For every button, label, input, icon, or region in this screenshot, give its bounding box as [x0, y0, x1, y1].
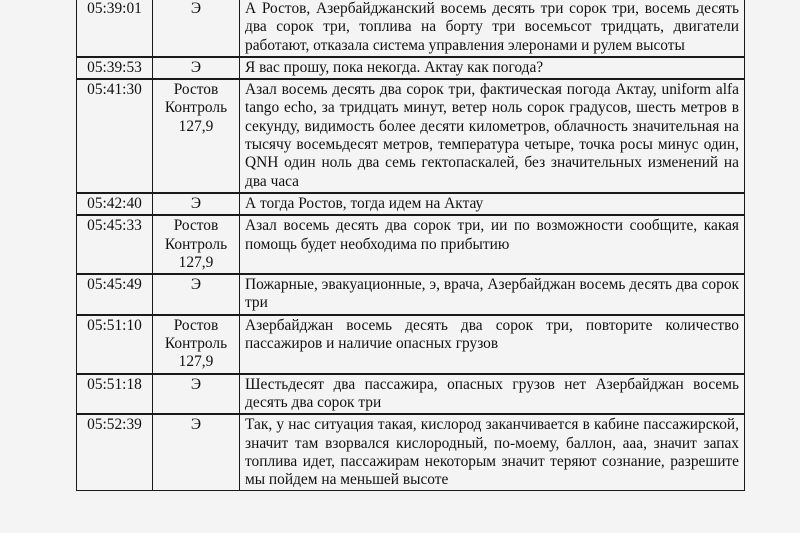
time-cell: 05:42:40 [77, 193, 153, 215]
message-cell: Пожарные, эвакуационные, э, врача, Азербайджан восемь десять два сорок три [240, 274, 745, 315]
speaker-frequency: 127,9 [178, 353, 214, 371]
message-cell: Азал восемь десять два сорок три, ии по возможности сообщите, какая помощь будет необходима по прибытию [240, 215, 745, 274]
speaker-cell [153, 215, 240, 274]
speaker-cell [153, 274, 240, 315]
message-cell: Так, у нас ситуация такая, кислород заканчивается в кабине пассажирской, значит там взорвался кислородный, по-моему, баллон, ааа, значит запах топлива идет, пассажирам некоторым значит теряют сознание, разрешите мы пойдем на меньшей высоте [240, 414, 745, 491]
table-row [77, 315, 745, 374]
table-row [77, 215, 745, 274]
time-cell: 05:52:39 [77, 414, 153, 491]
time-cell: 05:41:30 [77, 79, 153, 193]
table-row [77, 0, 745, 57]
transcript-table [76, 0, 745, 491]
speaker-cell [153, 0, 240, 57]
speaker-label: Контроль [164, 99, 228, 117]
speaker-label: Э [190, 375, 202, 393]
speaker-frequency: 127,9 [178, 117, 214, 135]
speaker-label: Контроль [164, 235, 228, 253]
speaker-label: Э [190, 58, 202, 76]
table-row [77, 274, 745, 315]
speaker-label: Контроль [164, 335, 228, 353]
speaker-cell [153, 315, 240, 374]
speaker-frequency: 127,9 [178, 253, 214, 271]
message-cell: Шестьдесят два пассажира, опасных грузов нет Азербайджан восемь десять два сорок три [240, 374, 745, 415]
table-row [77, 57, 745, 79]
speaker-cell [153, 79, 240, 193]
message-cell: А тогда Ростов, тогда идем на Актау [240, 193, 745, 215]
time-cell: 05:51:18 [77, 374, 153, 415]
time-cell: 05:45:33 [77, 215, 153, 274]
table-row [77, 374, 745, 415]
table-row [77, 79, 745, 193]
speaker-label: Ростов [173, 217, 219, 235]
speaker-cell [153, 374, 240, 415]
speaker-label: Ростов [173, 81, 219, 99]
message-cell: А Ростов, Азербайджанский восемь десять три сорок три, восемь десять два сорок три, топлива на борту три восемьсот тридцать, двигатели работают, отказала система управления элеронами и рулем высоты [240, 0, 745, 57]
time-cell: 05:39:01 [77, 0, 153, 57]
speaker-label: Э [190, 416, 202, 434]
speaker-cell [153, 193, 240, 215]
message-cell: Азал восемь десять два сорок три, фактическая погода Актау, uniform alfa tango echo, за тридцать минут, ветер ноль сорок градусов, шесть метров в секунду, видимость более десяти километров, облачность значительная на тысячу восемьдесят метров, температура четыре, точка росы минус один, QNH один ноль два семь гектопаскалей, без значительных изменений на два часа [240, 79, 745, 193]
speaker-label: Ростов [173, 316, 219, 334]
speaker-cell [153, 414, 240, 491]
speaker-label: Э [190, 276, 202, 294]
message-cell: Я вас прошу, пока некогда. Актау как погода? [240, 57, 745, 79]
table-row [77, 414, 745, 491]
table-row [77, 193, 745, 215]
speaker-label: Э [190, 194, 202, 212]
time-cell: 05:39:53 [77, 57, 153, 79]
speaker-cell [153, 57, 240, 79]
time-cell: 05:51:10 [77, 315, 153, 374]
speaker-label: Э [190, 0, 202, 17]
message-cell: Азербайджан восемь десять два сорок три, повторите количество пассажиров и наличие опасных грузов [240, 315, 745, 374]
time-cell: 05:45:49 [77, 274, 153, 315]
